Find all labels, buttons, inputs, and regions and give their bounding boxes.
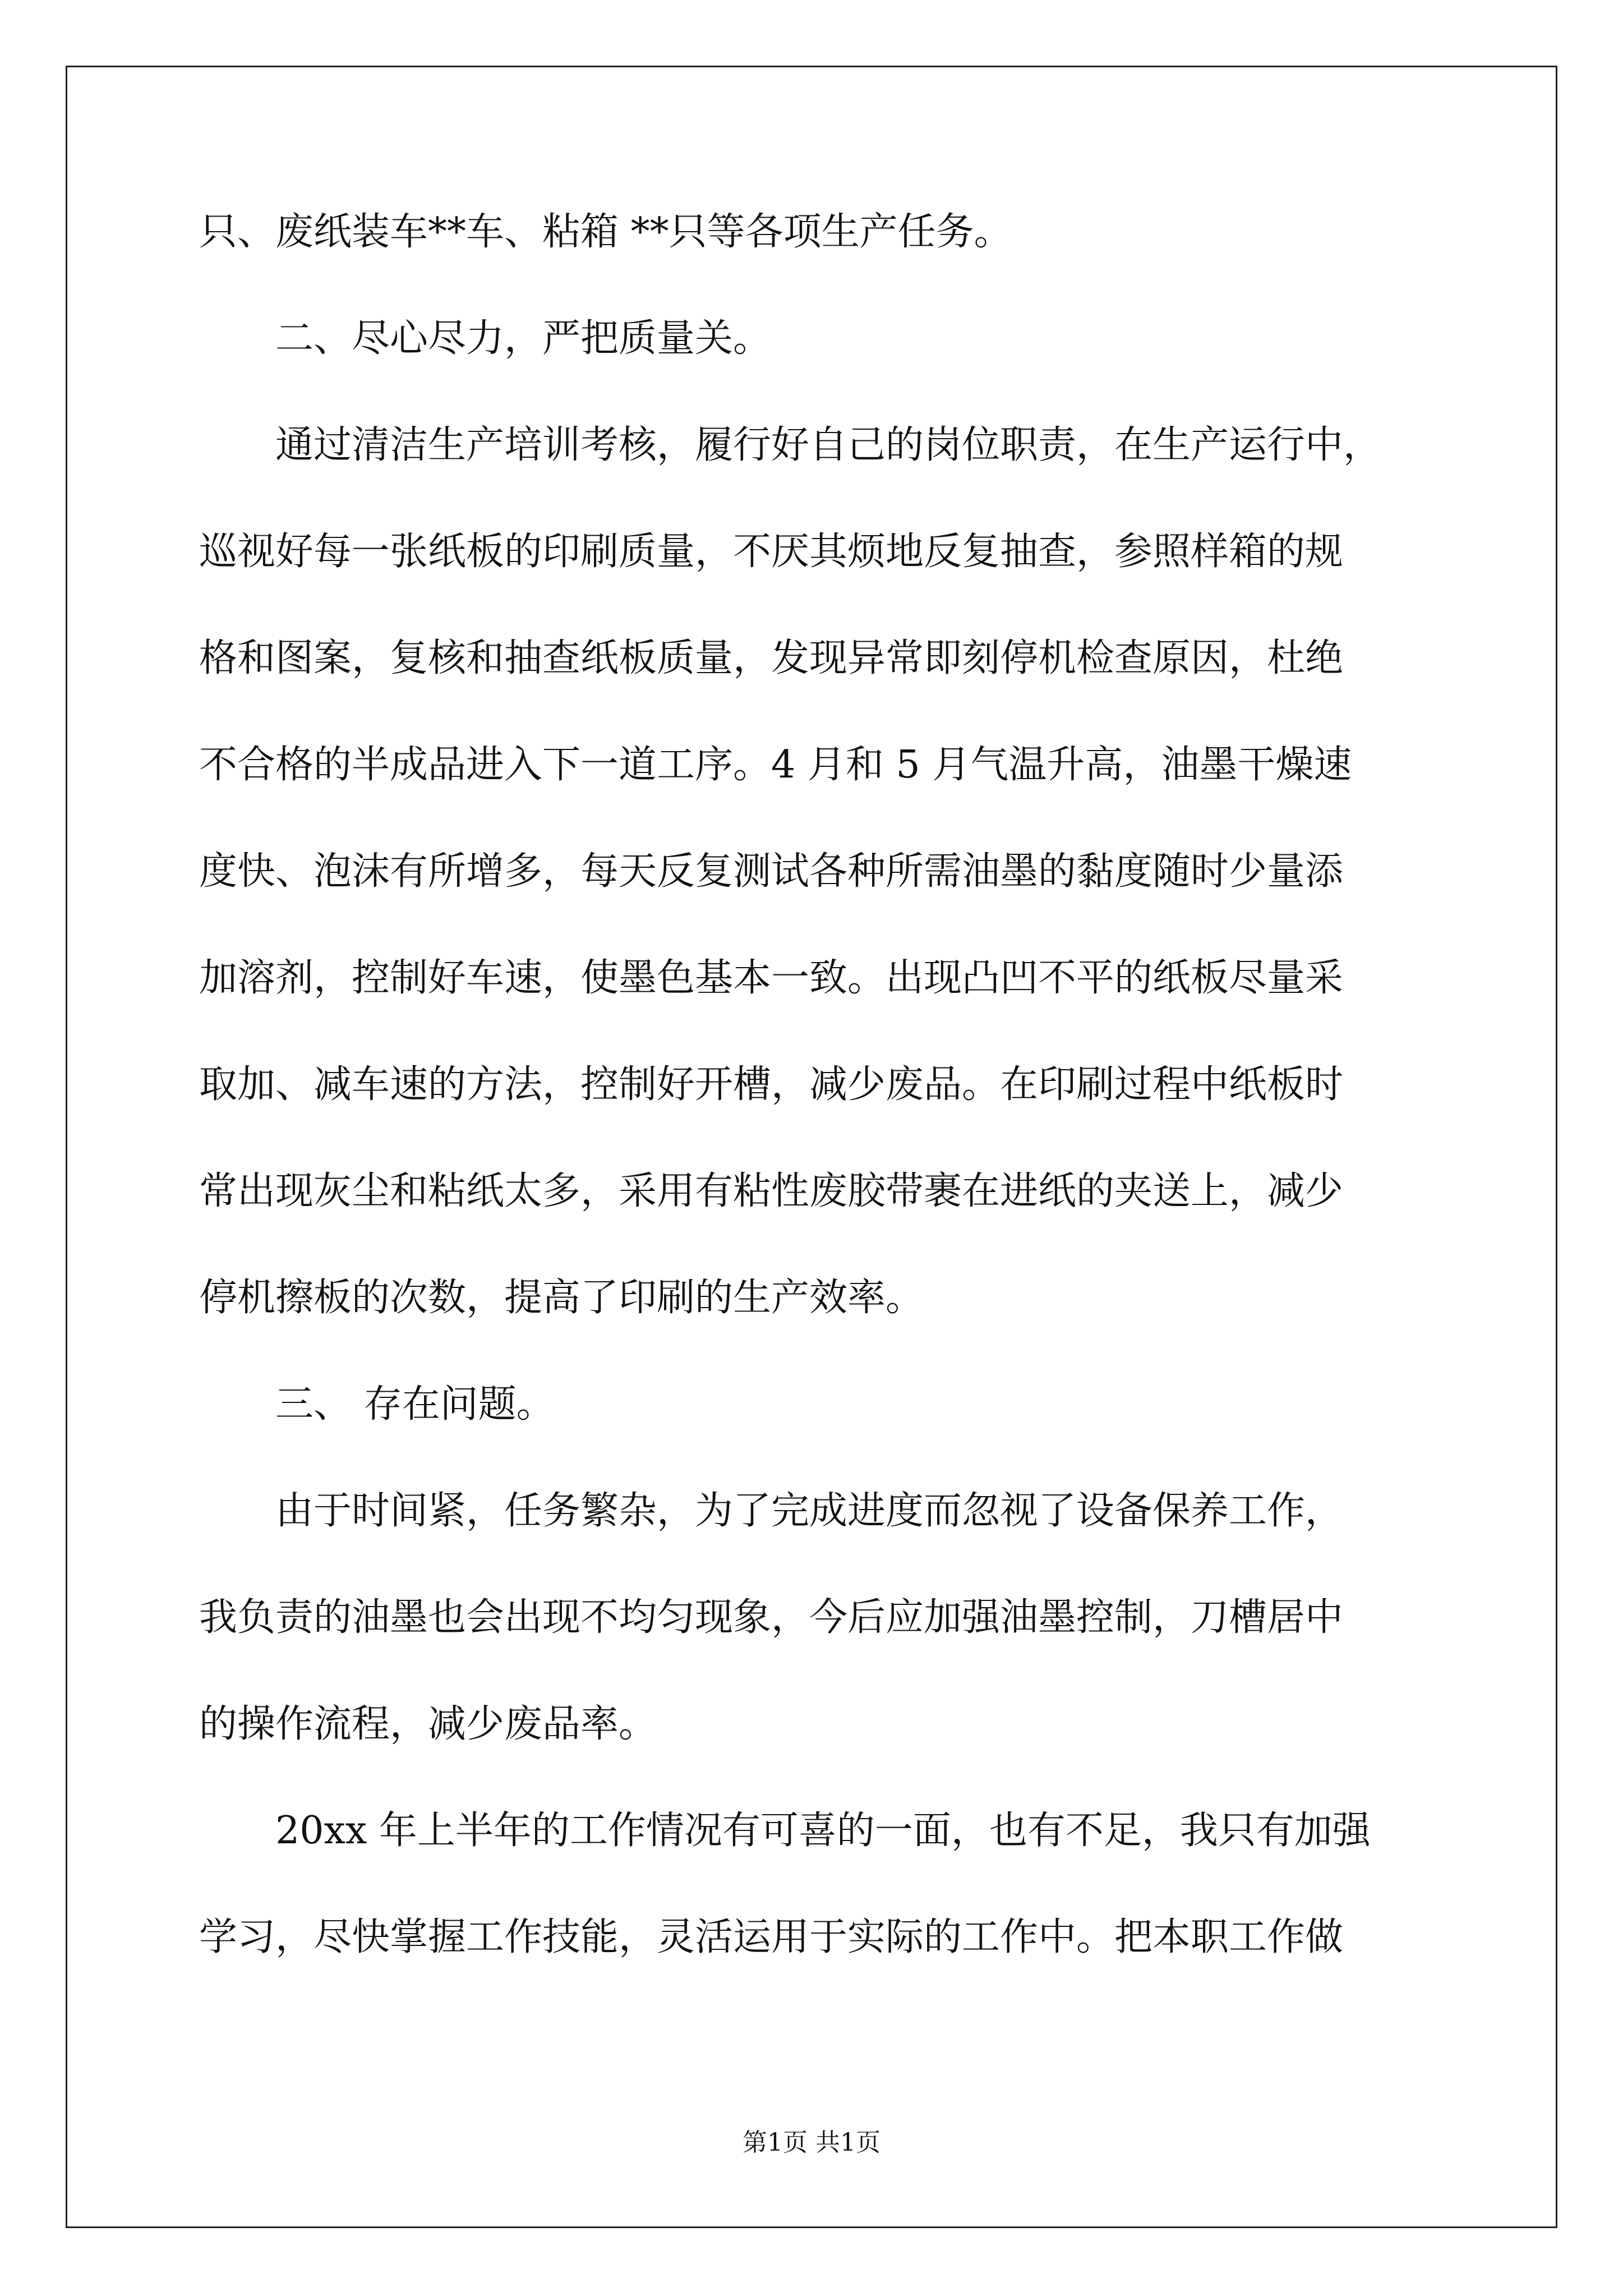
section-heading-2: 二、尽心尽力，严把质量关。 <box>275 316 772 361</box>
text-line-15: 的操作流程，减少废品率。 <box>199 1702 657 1746</box>
text-line-13: 由于时间紧，任务繁杂，为了完成进度而忽视了设备保养工作， <box>275 1489 1344 1533</box>
text-line-9: 取加、减车速的方法，控制好开槽，减少废品。在印刷过程中纸板时 <box>199 1062 1344 1107</box>
text-line-7: 度快、泡沫有所增多，每天反复测试各种所需油墨的黏度随时少量添 <box>199 849 1344 894</box>
text-line-8: 加溶剂，控制好车速，使墨色基本一致。出现凸凹不平的纸板尽量采 <box>199 956 1344 1000</box>
text-line-16: 20xx 年上半年的工作情况有可喜的一面，也有不足，我只有加强 <box>275 1809 1371 1853</box>
text-line-1: 只、废纸装车**车、粘箱 **只等各项生产任务。 <box>199 210 1012 254</box>
section-heading-3: 三、 存在问题。 <box>275 1382 555 1427</box>
page-footer: 第1页 共1页 <box>743 2128 880 2157</box>
text-line-4: 巡视好每一张纸板的印刷质量，不厌其烦地反复抽查，参照样箱的规 <box>199 530 1344 574</box>
text-line-14: 我负责的油墨也会出现不均匀现象，今后应加强油墨控制，刀槽居中 <box>199 1595 1344 1640</box>
text-line-6: 不合格的半成品进入下一道工序。4 月和 5 月气温升高，油墨干燥速 <box>199 743 1352 787</box>
text-line-11: 停机擦板的次数，提高了印刷的生产效率。 <box>199 1276 924 1320</box>
text-line-3: 通过清洁生产培训考核，履行好自己的岗位职责，在生产运行中， <box>275 423 1382 467</box>
text-line-17: 学习，尽快掌握工作技能，灵活运用于实际的工作中。把本职工作做 <box>199 1915 1344 1959</box>
text-line-10: 常出现灰尘和粘纸太多，采用有粘性废胶带裹在进纸的夹送上，减少 <box>199 1169 1344 1213</box>
page-border <box>66 66 1557 2228</box>
text-line-5: 格和图案，复核和抽查纸板质量，发现异常即刻停机检查原因，杜绝 <box>199 636 1344 680</box>
